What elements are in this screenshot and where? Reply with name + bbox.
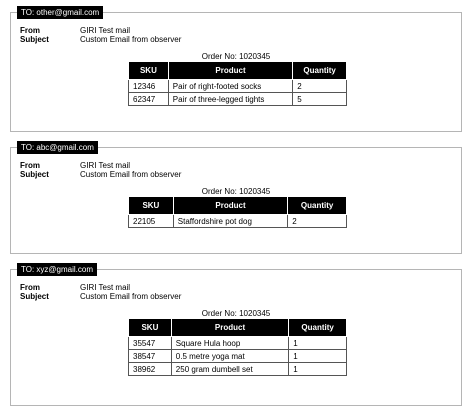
subject-value: Custom Email from observer — [80, 292, 182, 301]
product-cell: Staffordshire pot dog — [173, 215, 287, 228]
sku-cell: 12346 — [129, 80, 169, 93]
from-row — [20, 283, 181, 292]
from-value: GIRI Test mail — [80, 26, 131, 35]
email-meta — [20, 26, 181, 44]
quantity-cell: 2 — [293, 80, 347, 93]
product-cell: Pair of right-footed socks — [168, 80, 292, 93]
email-meta — [20, 161, 181, 179]
from-row — [20, 161, 181, 170]
quantity-cell: 1 — [289, 363, 347, 376]
product-cell: Pair of three-legged tights — [168, 93, 292, 106]
table-row — [129, 93, 347, 106]
quantity-cell: 1 — [289, 337, 347, 350]
table-header-row — [129, 62, 347, 80]
subject-row — [20, 170, 181, 179]
quantity-cell: 1 — [289, 350, 347, 363]
sku-cell: 38547 — [129, 350, 172, 363]
email-block — [10, 8, 462, 132]
table-row — [129, 215, 347, 228]
table-row — [129, 363, 347, 376]
order-number: Order No: 1020345 — [201, 187, 271, 196]
column-header-product: Product — [171, 319, 288, 337]
sku-cell: 35547 — [129, 337, 172, 350]
table-header-row — [129, 197, 347, 215]
quantity-cell: 2 — [288, 215, 347, 228]
table-row — [129, 350, 347, 363]
product-cell: 0.5 metre yoga mat — [171, 350, 288, 363]
from-row — [20, 26, 181, 35]
email-meta — [20, 283, 181, 301]
product-cell: 250 gram dumbell set — [171, 363, 288, 376]
subject-label: Subject — [20, 292, 49, 301]
column-header-quantity: Quantity — [288, 197, 347, 215]
subject-label: Subject — [20, 170, 49, 179]
recipient-tag: TO: abc@gmail.com — [17, 141, 98, 154]
recipient-tag: TO: xyz@gmail.com — [17, 263, 97, 276]
sku-cell: 22105 — [129, 215, 174, 228]
order-items-table — [128, 61, 347, 106]
column-header-sku: SKU — [129, 319, 172, 337]
column-header-sku: SKU — [129, 197, 174, 215]
email-block — [10, 143, 462, 254]
table-row — [129, 80, 347, 93]
column-header-product: Product — [173, 197, 287, 215]
column-header-quantity: Quantity — [293, 62, 347, 80]
subject-row — [20, 35, 181, 44]
email-block — [10, 265, 462, 406]
subject-label: Subject — [20, 35, 49, 44]
from-label: From — [20, 26, 40, 35]
subject-value: Custom Email from observer — [80, 35, 182, 44]
table-header-row — [129, 319, 347, 337]
subject-row — [20, 292, 181, 301]
recipient-tag: TO: other@gmail.com — [17, 6, 103, 19]
quantity-cell: 5 — [293, 93, 347, 106]
column-header-sku: SKU — [129, 62, 169, 80]
column-header-quantity: Quantity — [289, 319, 347, 337]
from-value: GIRI Test mail — [80, 161, 131, 170]
order-items-table — [128, 318, 347, 376]
order-items-table — [128, 196, 347, 228]
order-number: Order No: 1020345 — [201, 52, 271, 61]
sku-cell: 62347 — [129, 93, 169, 106]
from-label: From — [20, 283, 40, 292]
from-value: GIRI Test mail — [80, 283, 131, 292]
product-cell: Square Hula hoop — [171, 337, 288, 350]
table-row — [129, 337, 347, 350]
from-label: From — [20, 161, 40, 170]
subject-value: Custom Email from observer — [80, 170, 182, 179]
sku-cell: 38962 — [129, 363, 172, 376]
column-header-product: Product — [168, 62, 292, 80]
order-number: Order No: 1020345 — [201, 309, 271, 318]
